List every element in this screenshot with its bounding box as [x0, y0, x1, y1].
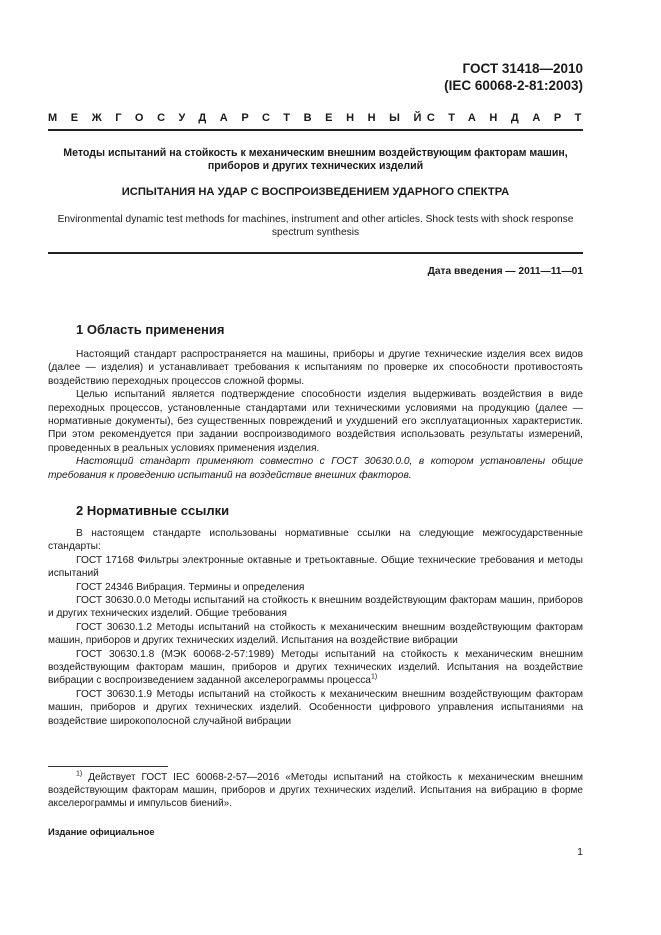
reference-item-with-footnote [48, 648, 583, 688]
reference-text: ГОСТ 30630.1.8 (МЭК 60068-2-57:1989) Методы испытаний на стойкость к механическим внешним воздействующим факторам машин, приборов и других технических изделий. Испытания на воздействие вибрации с воспроизведением заданной акселерограммы процесса [48, 648, 583, 687]
section-1-paragraph-italic: Настоящий стандарт применяют совместно с ГОСТ 30630.0.0, в котором установлены общие требования к проведению испытаний на воздействие внешних факторов. [48, 456, 583, 481]
russian-subtitle: ИСПЫТАНИЯ НА УДАР С ВОСПРОИЗВЕДЕНИЕМ УДАРНОГО СПЕКТРА [121, 186, 510, 198]
interstate-word: МЕЖГОСУДАРСТВЕННЫЙ [48, 112, 436, 124]
section-2-body [48, 527, 583, 728]
footnote-rule [48, 766, 168, 767]
section-1-body [48, 348, 583, 482]
standard-word: СТАНДАРТ [426, 112, 595, 124]
reference-item: ГОСТ 30630.1.2 Методы испытаний на стойкость к механическим внешним воздействующим факторам машин, приборов и других технических изделий. Испытания на воздействие вибрации [48, 621, 583, 647]
section-1-paragraph: Настоящий стандарт распространяется на машины, приборы и другие технические изделия всех видов (далее — изделия) и устанавливает требования к испытаниям по проверке их способности противостоять воздействию переходных процессов сложной формы. [48, 349, 583, 387]
official-edition-label: Издание официальное [48, 826, 155, 837]
section-2-heading: 2 Нормативные ссылки [76, 503, 230, 518]
reference-item: ГОСТ 30630.0.0 Методы испытаний на стойкость к внешним воздействующим факторам машин, приборов и других технических изделий. Общие требования [48, 595, 583, 620]
title-rule [48, 252, 583, 254]
gost-number: ГОСТ 31418—2010 [462, 61, 583, 76]
footnote-marker[interactable]: 1) [370, 674, 378, 682]
section-1-heading: 1 Область применения [76, 322, 225, 337]
russian-title: Методы испытаний на стойкость к механическим внешним воздействующим факторам машин, приборов и других технических изделий [63, 147, 568, 172]
footnote-number: 1) [76, 770, 83, 778]
header-rule [48, 129, 583, 131]
page-number: 1 [577, 846, 583, 858]
reference-item: ГОСТ 17168 Фильтры электронные октавные и третьоктавные. Общие технические требования и методы испытаний [48, 554, 583, 580]
section-2-paragraph: В настоящем стандарте использованы нормативные ссылки на следующие межгосударственные стандарты: [48, 528, 583, 553]
intro-date: Дата введения — 2011—11—01 [427, 266, 583, 277]
footnote-text: Действует ГОСТ IEC 60068-2-57—2016 «Методы испытаний на стойкость к механическим внешним воздействующим факторам машин, приборов и других технических изделий. Испытания на вибрацию в форме акселерограммы и импульсов биений». [48, 772, 583, 809]
english-title: Environmental dynamic test methods for machines, instrument and other articles. Shock tests with shock response spectrum synthesis [57, 214, 574, 238]
iec-number: (IEC 60068-2-81:2003) [444, 78, 583, 93]
reference-item: ГОСТ 24346 Вибрация. Термины и определения [76, 581, 305, 593]
footnote [48, 771, 583, 810]
standard-number-block [444, 60, 583, 94]
section-1-paragraph: Целью испытаний является подтверждение способности изделия выдерживать воздействия в виде переходных процессов, установленные стандартами или техническими условиями на продукцию (далее — нормативные документы), без существенных повреждений и ухудшений его эксплуатационных характеристик. При этом рекомендуется при задании воспроизводимого воздействия использовать результаты измерений, проведенных в реальных условиях применения изделия. [48, 389, 583, 454]
reference-item: ГОСТ 30630.1.9 Методы испытаний на стойкость к механическим внешним воздействующим факторам машин, приборов и других технических изделий. Особенности цифрового управления испытаниями на воздействие широкополосной случайной вибрации [48, 688, 583, 727]
